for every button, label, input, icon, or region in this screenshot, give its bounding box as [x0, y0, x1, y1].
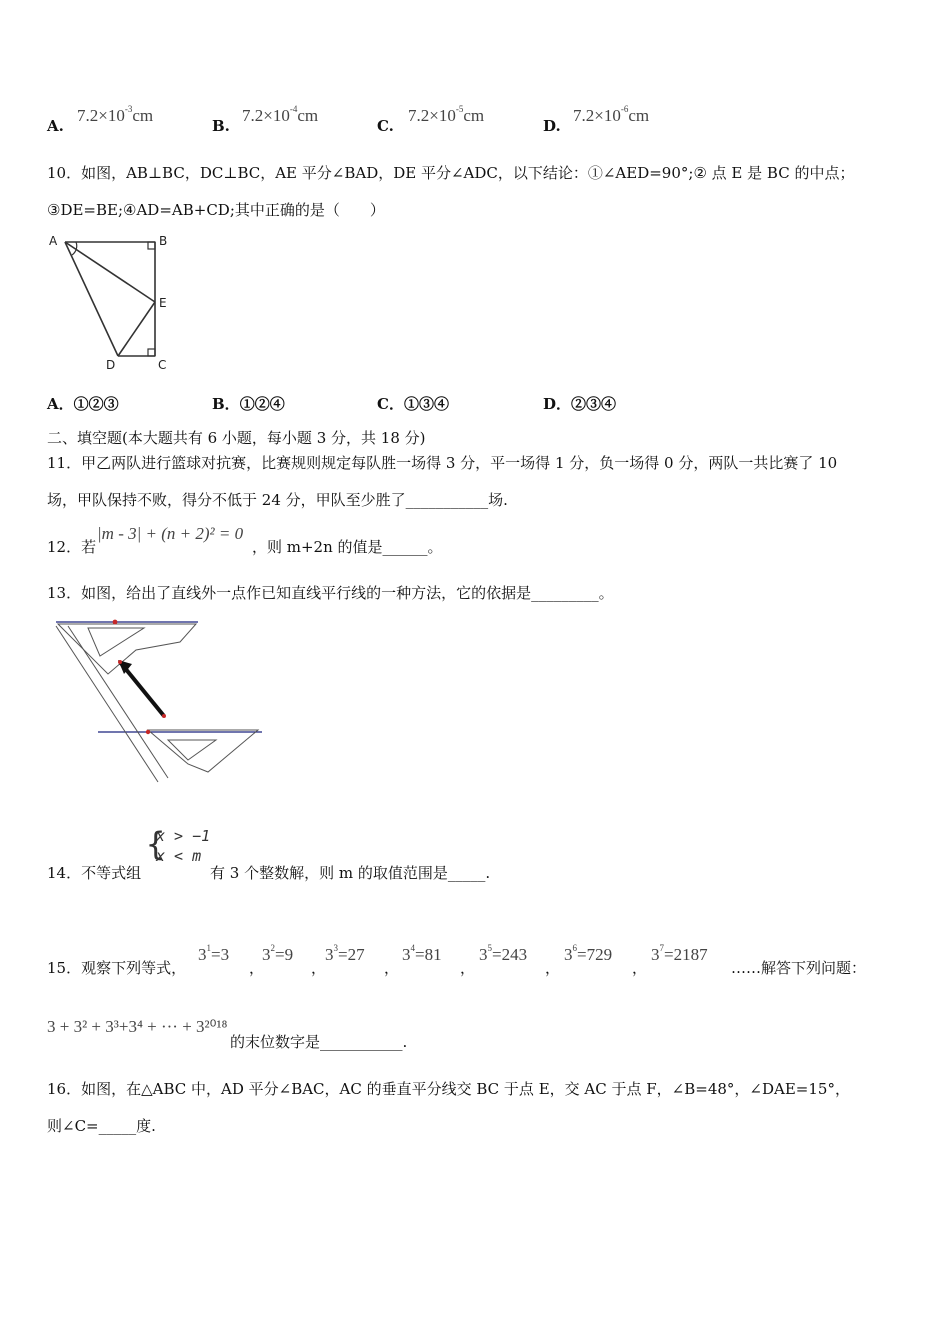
q16-line2: 则∠C=_____度. — [47, 1117, 156, 1135]
q10-line2: ③DE=BE;④AD=AB+CD;其中正确的是（ ） — [47, 201, 385, 219]
figure-label-e: E — [159, 296, 167, 310]
q14-inequality-2: x < m — [156, 847, 202, 865]
q10-figure — [40, 230, 180, 375]
q13-text: 13．如图，给出了直线外一点作已知直线平行线的一种方法，它的依据是_________。 — [47, 584, 614, 602]
q9-option-b-label: B. — [212, 117, 230, 135]
q9-option-b-value: $7.2\times 10^{-4}cm$ — [242, 104, 319, 125]
q9-option-a-label: A. — [47, 117, 64, 135]
figure-label-a: A — [49, 234, 58, 248]
q15-equation-3: $3^3=27$ — [325, 943, 365, 964]
q9-option-c-label: C. — [377, 117, 394, 135]
figure-label-b: B — [159, 234, 168, 248]
q12-suffix: ，则 m+2n 的值是______。 — [252, 538, 443, 556]
q11-line1: 11．甲乙两队进行篮球对抗赛，比赛规则规定每队胜一场得 3 分，平一场得 1 分，负一场得 0 分，两队一共比赛了 10 — [47, 454, 838, 472]
ruler-edge-1 — [56, 626, 158, 782]
q14-inequality-1: x > −1 — [156, 827, 211, 845]
q10-option-c: C．①③④ — [377, 395, 449, 413]
q10-option-a: A．①②③ — [47, 395, 119, 413]
q9-option-a-value: $7.2\times 10^{-3}cm$ — [77, 104, 154, 125]
section-2-heading: 二、填空题(本大题共有 6 小题，每小题 3 分，共 18 分) — [47, 429, 426, 447]
q13-figure — [48, 612, 268, 792]
q9-option-d-value: $7.2\times 10^{-6}cm$ — [573, 104, 650, 125]
q10-option-b: B．①②④ — [212, 395, 285, 413]
q15-equation-1: $3^1=3$ — [198, 943, 230, 964]
segment-de — [118, 302, 155, 356]
q11-line2: 场，甲队保持不败，得分不低于 24 分，甲队至少胜了___________场. — [47, 491, 508, 509]
right-angle-b — [148, 242, 155, 249]
arrow-end-dot — [162, 714, 166, 718]
line-point-dot — [146, 730, 150, 734]
q15-sum-suffix: 的末位数字是___________. — [230, 1033, 408, 1051]
triangle-bottom-outer — [148, 730, 258, 772]
figure-label-d: D — [106, 358, 116, 372]
given-point-dot — [113, 620, 118, 625]
q12-formula: |m - 3| + (n + 2)² = 0 — [97, 524, 244, 543]
q15-equation-7: $3^7=2187$ — [651, 943, 708, 964]
figure-label-c: C — [158, 358, 167, 372]
q12-prefix: 12．若 — [47, 538, 97, 556]
q15-equation-5: $3^5=243$ — [479, 943, 528, 964]
q10-option-d: D．②③④ — [543, 395, 617, 413]
q15-suffix: ……解答下列问题： — [731, 959, 867, 977]
right-angle-c — [148, 349, 155, 356]
q9-option-c-value: $7.2\times 10^{-5}cm$ — [408, 104, 485, 125]
q10-line1: 10．如图，AB⊥BC，DC⊥BC，AE 平分∠BAD，DE 平分∠ADC，以下结论：①∠AED=90°;② 点 E 是 BC 的中点； — [47, 164, 855, 182]
triangle-top-inner — [88, 628, 144, 656]
q15-equation-4: $3^4=81$ — [402, 943, 442, 964]
arrow-start-dot — [118, 660, 122, 664]
q9-option-d-label: D. — [543, 117, 561, 135]
q16-line1: 16．如图，在△ABC 中，AD 平分∠BAC，AC 的垂直平分线交 BC 于点 E，交 AC 于点 F，∠B=48°，∠DAE=15°， — [47, 1080, 850, 1098]
q15-sum-formula: 3 + 3² + 3³+3⁴ + ··· + 3²⁰¹⁸ — [47, 1017, 228, 1036]
q14-prefix: 14．不等式组 — [47, 864, 142, 882]
q15-prefix: 15．观察下列等式， — [47, 959, 187, 977]
q14-suffix: 有 3 个整数解，则 m 的取值范围是_____. — [210, 864, 491, 882]
q15-equation-2: $3^2=9$ — [262, 943, 294, 964]
q15-equation-6: $3^6=729$ — [564, 943, 613, 964]
triangle-bottom-inner — [168, 740, 216, 760]
